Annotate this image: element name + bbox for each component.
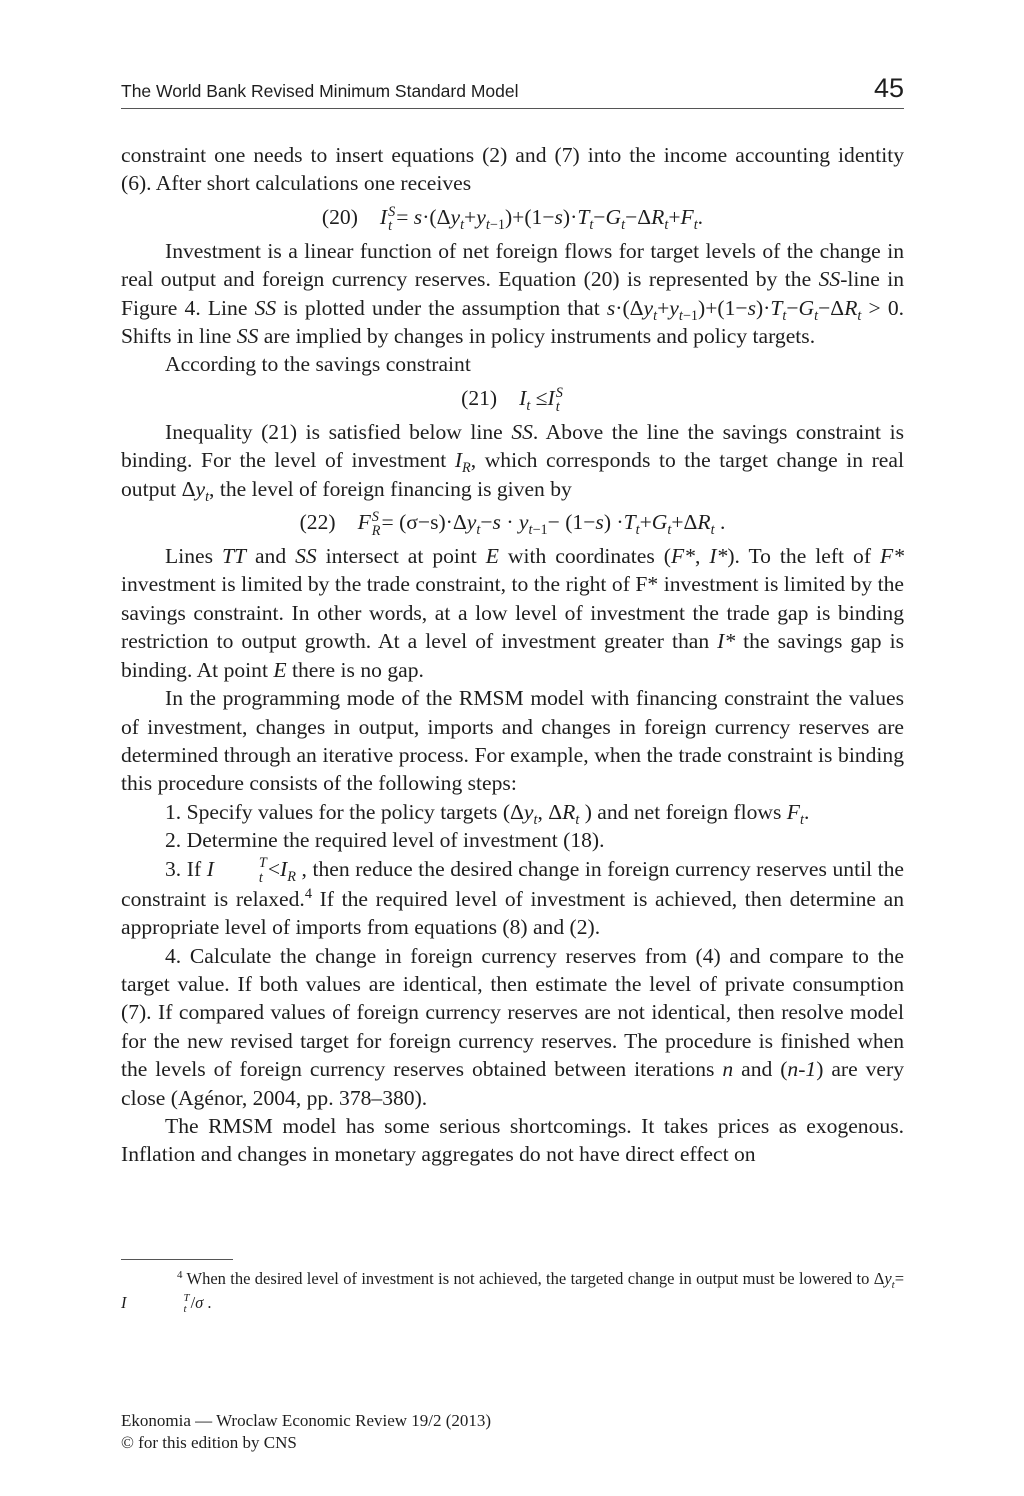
list-item: 4. Calculate the change in foreign currency reserves from (4) and compare to the target value. If both values are identical, then estimate the level of private consumption (7). If compared values of foreign currency reserves are not identical, then resolve model for the new revised target for foreign currency reserves. The procedure is finished when the levels of foreign currency reserves obtained between iterations n and (n-1) are very close (Agénor, 2004, pp. 378–380). xyxy=(121,943,905,1110)
journal-imprint xyxy=(121,1410,491,1454)
equation-body: I S t = $s\cdot(\Delta y_t+y_{t-1})+(1-s)\cdot T_t-G_t-\Delta R_t+F_t$. xyxy=(379,203,704,234)
paragraph: Inequality (21) is satisfied below line SS. Above the line the savings constraint is binding. For the level of investment $I_R$, which corresponds to the target change in real output $\Delta y_t$, the level of foreign financing is given by xyxy=(121,419,904,505)
running-header xyxy=(121,74,904,109)
equation-number: (22) xyxy=(299,510,336,535)
paragraph: According to the savings constraint xyxy=(165,352,471,377)
running-title: The World Bank Revised Minimum Standard Model xyxy=(121,81,519,101)
paragraph: constraint one needs to insert equations (2) and (7) into the income accounting identity (6). After short calculations one receives xyxy=(121,143,904,196)
body-text xyxy=(121,141,904,1169)
list-item: 1. Specify values for the policy targets ($\Delta y_t$, $\Delta R_t$ ) and net foreign flows $F_t$. xyxy=(165,799,810,828)
paragraph: Lines TT and SS intersect at point E with coordinates (F*, I*). To the left of F* investment is limited by the trade constraint, to the right of F* investment is limited by the savings constraint. In other words, at a low level of investment the trade gap is binding restriction to output growth. At a level of investment greater than I* the savings gap is binding. At point E there is no gap. xyxy=(121,544,904,682)
paragraph: Investment is a linear function of net foreign flows for target levels of the change in real output and foreign currency reserves. Equation (20) is represented by the SS-line in Figure 4. Line SS is plotted under the assumption that $s\cdot(\Delta y_t+y_{t-1})+(1-s)\cdot T_t-G_t-\Delta R_t > 0$. Shifts in line SS are implied by changes in policy instruments and policy targets. xyxy=(121,238,905,349)
paragraph: The RMSM model has some serious shortcomings. It takes prices as exogenous. Inflation and changes in monetary aggregates do not have direct effect on xyxy=(121,1114,904,1167)
copyright-line: © for this edition by CNS xyxy=(121,1433,297,1452)
footnote-divider xyxy=(121,1259,233,1260)
footnote-reference: 4 xyxy=(304,886,312,902)
page xyxy=(121,0,904,1496)
equation-body: $I_t \le I$ S t xyxy=(519,384,563,415)
equation-21 xyxy=(121,379,904,418)
list-item: 2. Determine the required level of investment (18). xyxy=(165,828,605,853)
journal-citation: Ekonomia — Wroclaw Economic Review 19/2 (2013) xyxy=(121,1411,492,1430)
equation-number: (20) xyxy=(321,204,358,229)
footnote: $^4$ When the desired level of investment is not achieved, the targeted change in output must be lowered to $\Delta y_t= I$ T t /σ . xyxy=(121,1269,904,1316)
equation-body: F S R = $(\sigma-s)\cdot\Delta y_t-s \cdot y_{t-1}- (1-s) \cdot T_t+G_t+\Delta R_t$ . xyxy=(357,508,726,540)
equation-20 xyxy=(121,198,904,237)
page-number: 45 xyxy=(873,73,904,103)
paragraph: In the programming mode of the RMSM model with financing constraint the values of investment, changes in output, imports and changes in foreign currency reserves are determined through an iterative process. For example, when the trade constraint is binding this procedure consists of the following steps: xyxy=(121,686,904,796)
list-item: 3. If I T t $<I_R$ , then reduce the desired change in foreign currency reserves until the constraint is relaxed.$^4$ If the required level of investment is achieved, then determine an appropriate level of imports from equations (8) and (2). xyxy=(121,855,905,940)
footnote-mark: 4 xyxy=(177,1269,183,1282)
equation-number: (21) xyxy=(461,385,498,410)
equation-22 xyxy=(121,503,904,542)
